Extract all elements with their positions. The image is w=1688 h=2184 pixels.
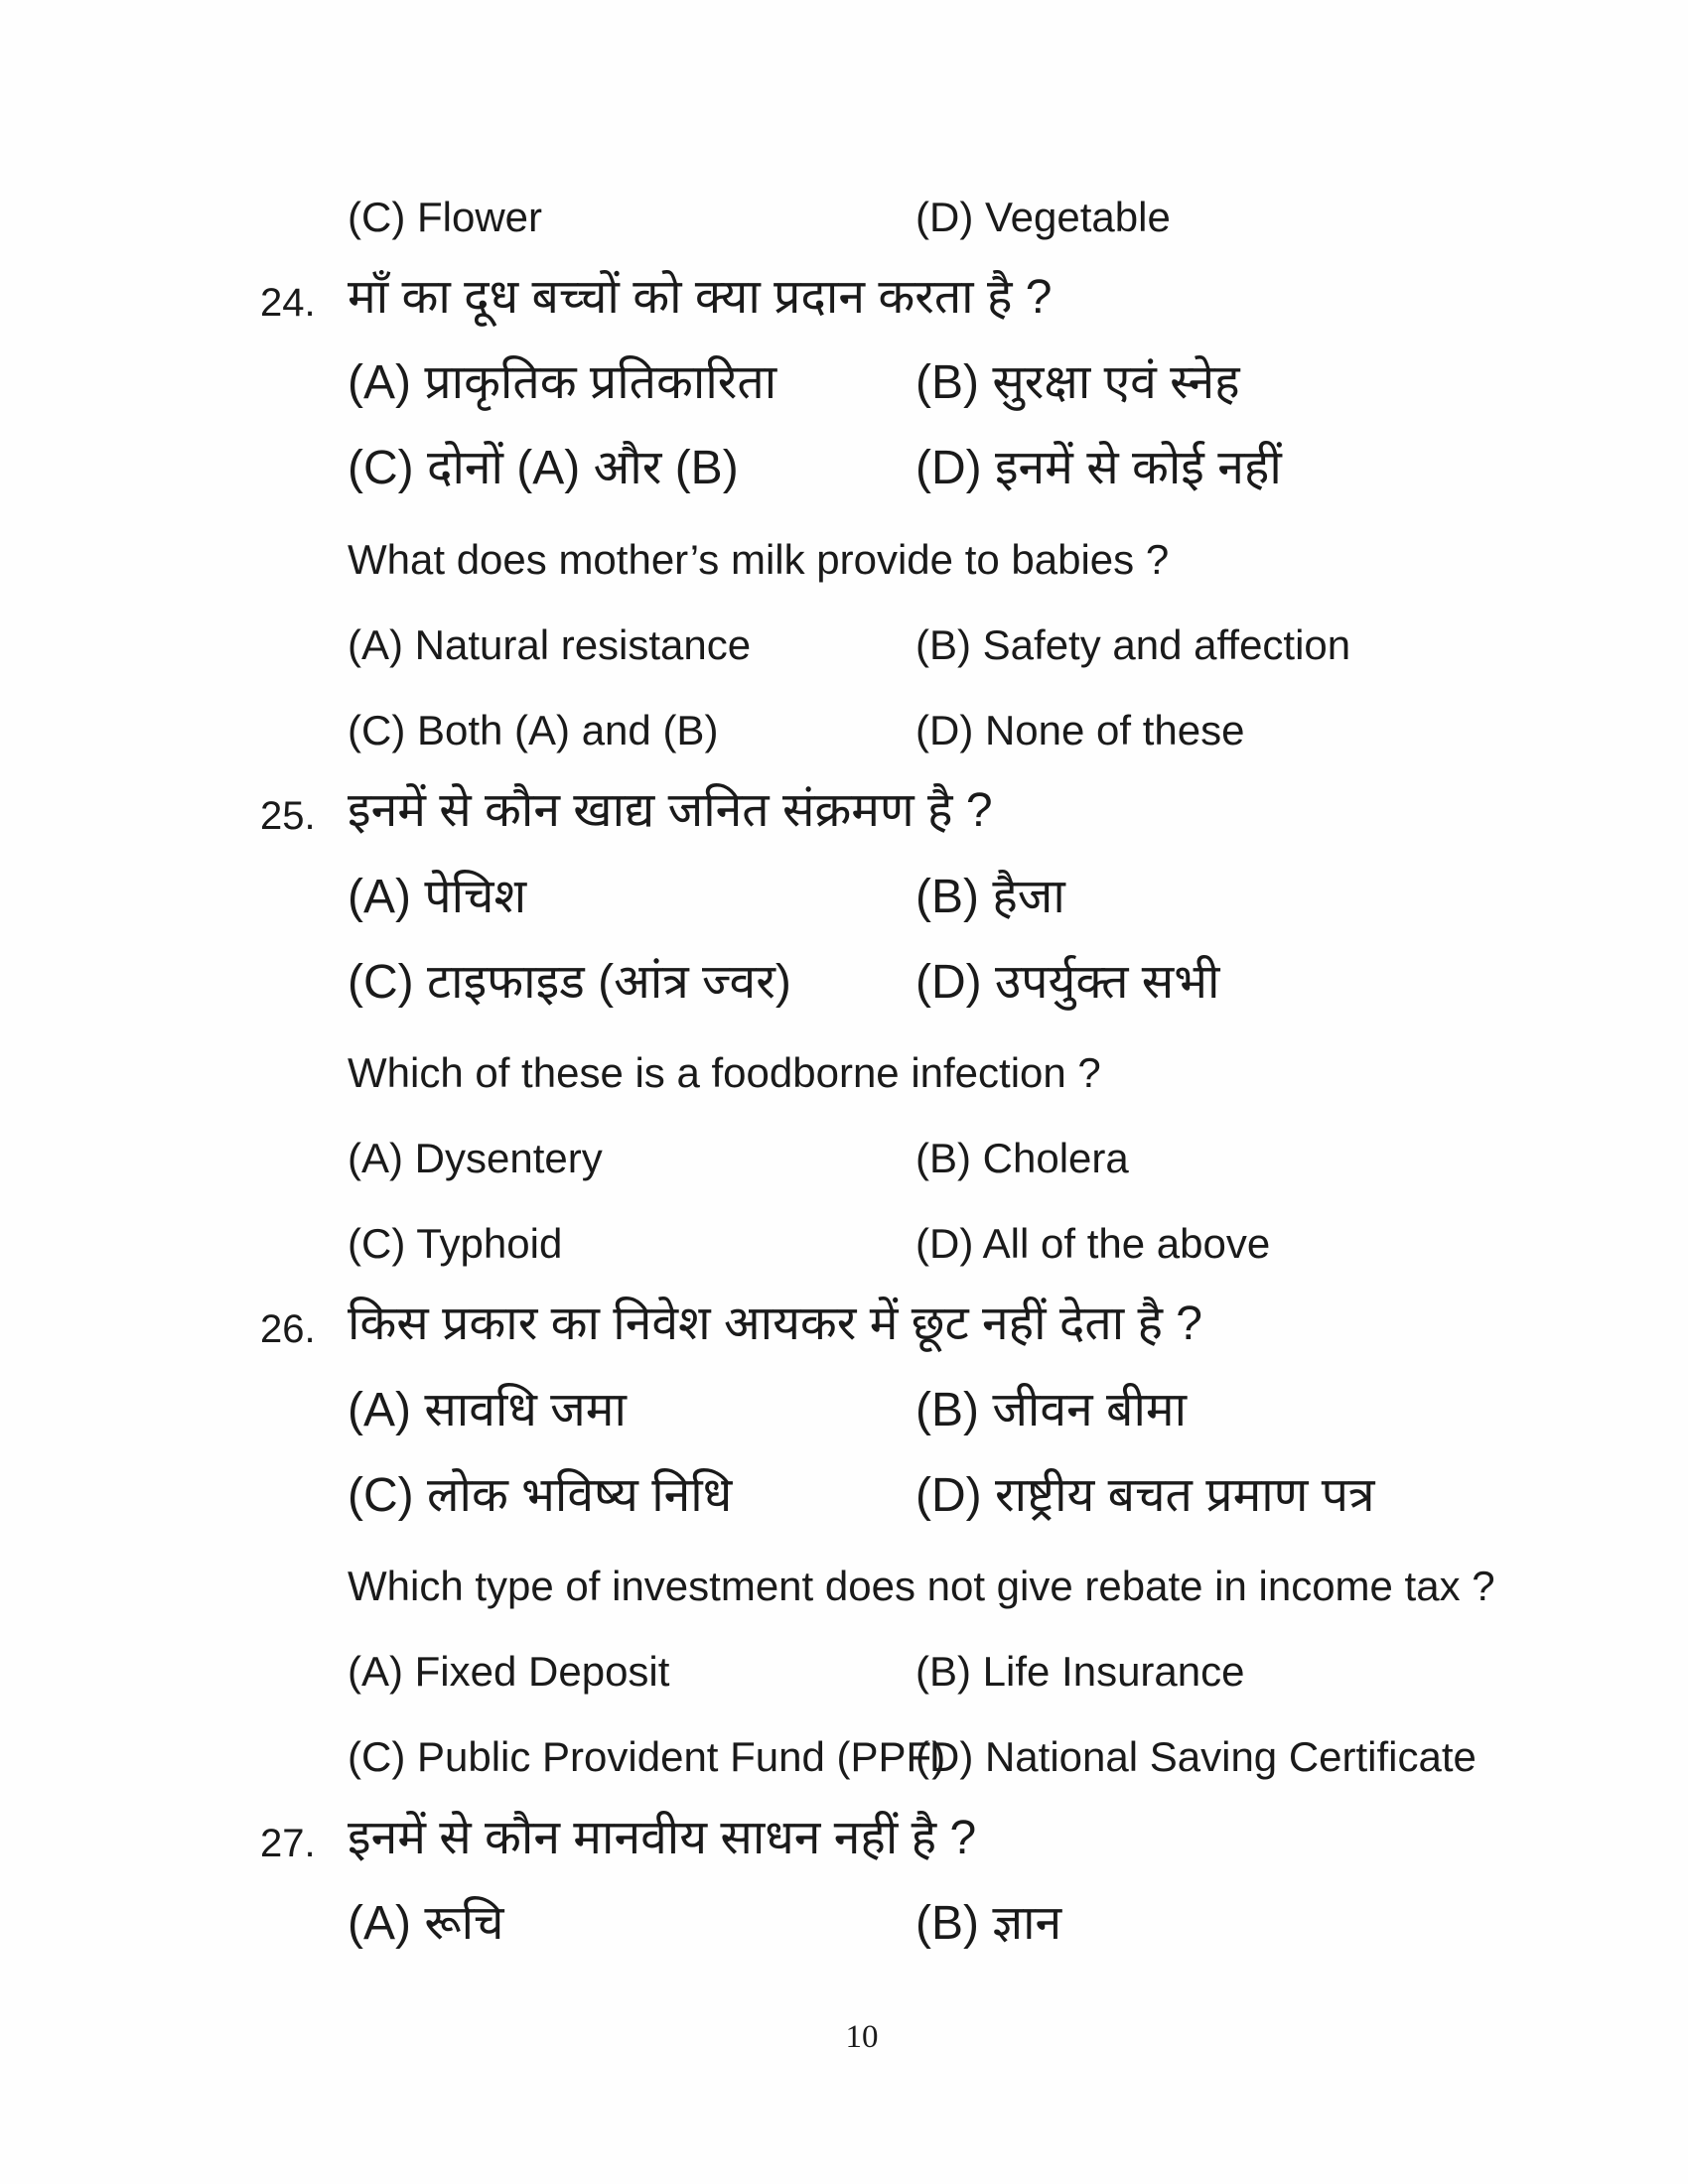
carryover-option-d: (D) Vegetable	[915, 194, 1171, 240]
option-d-english: (D) None of these	[915, 707, 1245, 753]
question-25-english-options-ab	[0, 1135, 1688, 1204]
question-text-hindi: माँ का दूध बच्चों को क्या प्रदान करता है ?	[348, 271, 1053, 324]
question-25-english-options-cd	[0, 1220, 1688, 1290]
question-25-hindi-options-ab	[0, 871, 1688, 948]
option-a-hindi: (A) पेचिश	[348, 871, 527, 923]
option-a-hindi: (A) प्राकृतिक प्रतिकारिता	[348, 356, 777, 409]
question-24-english-row	[0, 536, 1688, 606]
question-24-english-options-cd	[0, 707, 1688, 776]
option-c-hindi: (C) दोनों (A) और (B)	[348, 442, 739, 494]
question-26-hindi-options-ab	[0, 1384, 1688, 1461]
option-b-english: (B) Cholera	[915, 1135, 1129, 1181]
option-a-hindi: (A) सावधि जमा	[348, 1384, 627, 1436]
option-b-hindi: (B) हैजा	[915, 871, 1065, 923]
option-c-hindi: (C) टाइफाइड (आंत्र ज्वर)	[348, 956, 791, 1009]
question-27-hindi-row	[0, 1812, 1688, 1889]
question-25-english-row	[0, 1049, 1688, 1119]
option-b-english: (B) Safety and affection	[915, 621, 1351, 668]
question-24-hindi-options-ab	[0, 356, 1688, 434]
question-25-hindi-row	[0, 784, 1688, 862]
option-a-english: (A) Dysentery	[348, 1135, 603, 1181]
question-text-hindi: इनमें से कौन मानवीय साधन नहीं है ?	[348, 1812, 977, 1864]
option-d-hindi: (D) इनमें से कोई नहीं	[915, 442, 1282, 494]
question-text-english: What does mother’s milk provide to babies ?	[348, 536, 1170, 583]
question-24-hindi-row	[0, 271, 1688, 348]
option-a-english: (A) Natural resistance	[348, 621, 752, 668]
question-24-hindi-options-cd	[0, 442, 1688, 519]
question-number: 26.	[260, 1307, 316, 1351]
question-number: 25.	[260, 794, 316, 838]
option-d-hindi: (D) उपर्युक्त सभी	[915, 956, 1220, 1009]
option-b-hindi: (B) जीवन बीमा	[915, 1384, 1188, 1436]
option-a-english: (A) Fixed Deposit	[348, 1648, 670, 1695]
question-26-hindi-row	[0, 1297, 1688, 1375]
option-b-hindi: (B) ज्ञान	[915, 1897, 1062, 1950]
question-text-hindi: किस प्रकार का निवेश आयकर में छूट नहीं देता है ?	[348, 1297, 1203, 1350]
question-text-hindi: इनमें से कौन खाद्य जनित संक्रमण है ?	[348, 784, 993, 837]
question-26-english-options-cd	[0, 1733, 1688, 1803]
question-24-english-options-ab	[0, 621, 1688, 691]
question-26-hindi-options-cd	[0, 1469, 1688, 1547]
question-26-english-options-ab	[0, 1648, 1688, 1717]
option-c-english: (C) Typhoid	[348, 1220, 563, 1267]
option-d-english: (D) All of the above	[915, 1220, 1271, 1267]
option-d-english: (D) National Saving Certificate	[915, 1733, 1477, 1780]
carryover-options-row	[0, 194, 1688, 263]
carryover-option-c: (C) Flower	[348, 194, 542, 240]
question-text-english: Which of these is a foodborne infection ?	[348, 1049, 1101, 1096]
question-number: 27.	[260, 1822, 316, 1865]
option-c-hindi: (C) लोक भविष्य निधि	[348, 1469, 733, 1522]
question-text-english: Which type of investment does not give rebate in income tax ?	[348, 1563, 1495, 1609]
option-c-english: (C) Both (A) and (B)	[348, 707, 719, 753]
page-number: 10	[845, 2019, 879, 2055]
question-25-hindi-options-cd	[0, 956, 1688, 1033]
option-b-english: (B) Life Insurance	[915, 1648, 1245, 1695]
option-b-hindi: (B) सुरक्षा एवं स्नेह	[915, 356, 1240, 409]
option-a-hindi: (A) रूचि	[348, 1897, 504, 1950]
question-26-english-row	[0, 1563, 1688, 1632]
option-c-english: (C) Public Provident Fund (PPF)	[348, 1733, 946, 1780]
option-d-hindi: (D) राष्ट्रीय बचत प्रमाण पत्र	[915, 1469, 1375, 1522]
question-number: 24.	[260, 281, 316, 325]
question-27-hindi-options-ab	[0, 1897, 1688, 1975]
